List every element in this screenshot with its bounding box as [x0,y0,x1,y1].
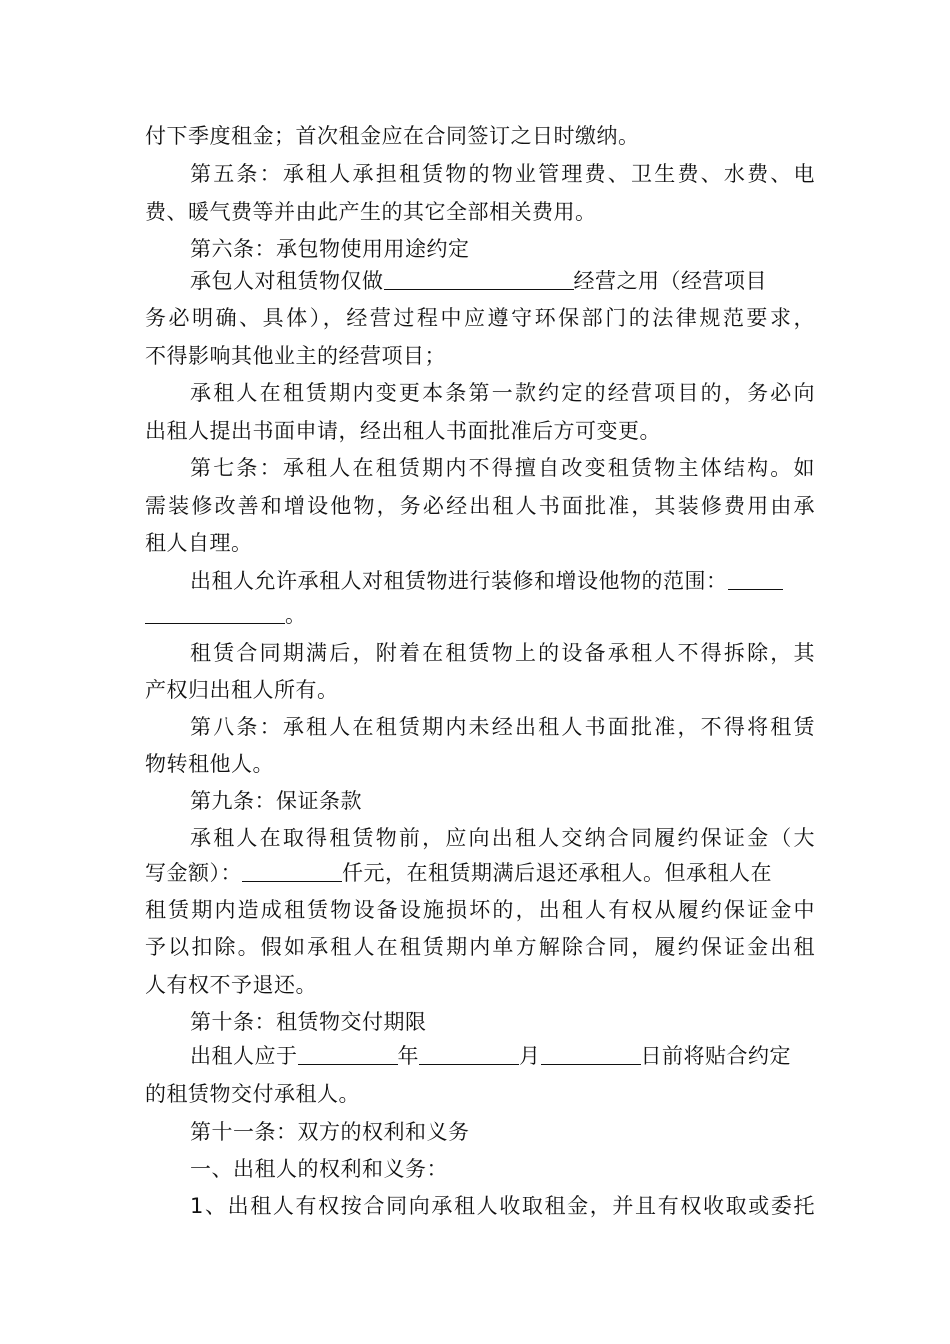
text-segment: 仟元，在租赁期满后退还承租人。但承租人在 [342,861,772,885]
text-line: 费、暖气费等并由此产生的其它全部相关费用。 [145,200,597,224]
text-segment: 出租人应于 [190,1044,298,1068]
text-line: 租人自理。 [145,531,253,555]
text-segment: 承包人对租赁物仅做 [190,269,384,293]
text-line: 付下季度租金；首次租金应在合同签订之日时缴纳。 [145,124,640,148]
text-line [190,566,860,596]
article-11-heading: 第十一条：双方的权利和义务 [190,1120,470,1144]
text-line [145,858,815,888]
text-line: 务必明确、具体），经营过程中应遵守环保部门的法律规范要求， [145,306,815,330]
text-line: 租赁合同期满后，附着在租赁物上的设备承租人不得拆除，其 [190,641,815,665]
text-line: 租赁期内造成租赁物设备设施损坏的，出租人有权从履约保证金中 [145,898,815,922]
article-9-heading: 第九条：保证条款 [190,789,362,813]
text-line: 的租赁物交付承租人。 [145,1082,360,1106]
text-segment: 写金额）： [145,861,242,885]
usage-blank[interactable] [384,267,574,290]
text-line [190,1041,860,1071]
renovation-scope-blank-cont[interactable] [145,601,285,624]
text-line: 出租人提出书面申请，经出租人书面批准后方可变更。 [145,419,661,443]
text-line [190,266,860,296]
deposit-amount-blank[interactable] [242,859,342,882]
text-segment: 出租人允许承租人对租赁物进行装修和增设他物的范围： [190,569,728,593]
article-10-heading: 第十条：租赁物交付期限 [190,1010,427,1034]
day-blank[interactable] [541,1042,641,1065]
text-line: 不得影响其他业主的经营项目； [145,344,446,368]
text-line: 需装修改善和增设他物，务必经出租人书面批准，其装修费用由承 [145,494,815,518]
article-5: 第五条：承租人承担租赁物的物业管理费、卫生费、水费、电 [190,162,815,186]
text-segment: 经营之用（经营项目 [573,269,767,293]
article-8: 第八条：承租人在租赁期内未经出租人书面批准，不得将租赁 [190,715,815,739]
article-7: 第七条：承租人在租赁期内不得擅自改变租赁物主体结构。如 [190,456,815,480]
text-line: 承租人在取得租赁物前，应向出租人交纳合同履约保证金（大 [190,826,815,850]
text-segment: 月 [519,1044,541,1068]
text-line: 承租人在租赁期内变更本条第一款约定的经营项目的，务必向 [190,381,815,405]
text-segment: 年 [397,1044,419,1068]
article-6-heading: 第六条：承包物使用用途约定 [190,237,470,261]
text-line [145,600,815,630]
text-line: 物转租他人。 [145,752,274,776]
section-heading: 一、出租人的权利和义务： [190,1157,448,1181]
text-segment: 。 [285,603,307,627]
text-line: 产权归出租人所有。 [145,678,339,702]
text-segment: 日前将贴合约定 [640,1044,791,1068]
renovation-scope-blank[interactable] [728,567,783,590]
year-blank[interactable] [298,1042,398,1065]
month-blank[interactable] [419,1042,519,1065]
text-line: 人有权不予退还。 [145,973,317,997]
text-line: 1、出租人有权按合同向承租人收取租金，并且有权收取或委托 [190,1194,815,1218]
text-line: 予以扣除。假如承租人在租赁期内单方解除合同，履约保证金出租 [145,935,815,959]
